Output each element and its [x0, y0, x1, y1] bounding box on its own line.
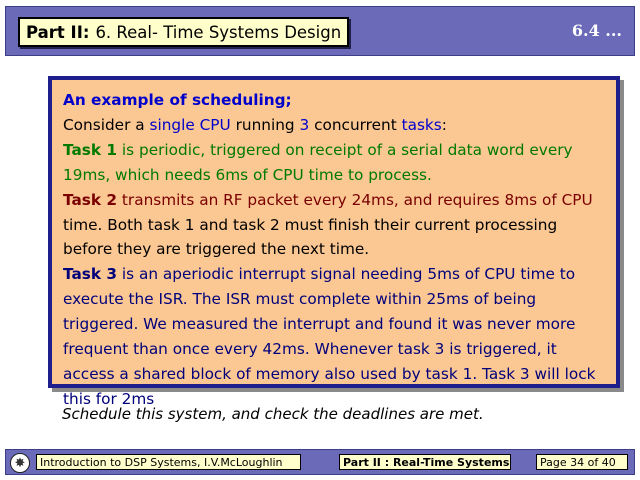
task1-label: Task 1 [63, 140, 118, 159]
intro-text: concurrent [309, 115, 402, 134]
footer-page-number: Page 34 of 40 [536, 454, 628, 470]
title-text: 6. Real- Time Systems Design [95, 22, 342, 42]
slide-footer [5, 449, 635, 475]
task2-paragraph [63, 188, 606, 263]
instruction-text: Schedule this system, and check the deadlines are met. [62, 405, 484, 423]
content-panel [48, 76, 620, 408]
intro-paragraph [63, 113, 606, 138]
university-logo-icon: ✸ [10, 453, 30, 473]
task2-text-continued: time. Both task 1 and task 2 must finish their current processing before they are triggered the next time. [63, 215, 558, 259]
task1-paragraph [63, 138, 606, 188]
task2-label: Task 2 [63, 190, 118, 209]
intro-text: running [230, 115, 300, 134]
task3-paragraph [63, 262, 606, 411]
task3-label: Task 3 [63, 265, 118, 284]
content-heading: An example of scheduling; [63, 91, 292, 109]
part-label: Part II: [26, 22, 90, 42]
slide-number: 6.4 ... [571, 21, 622, 40]
task3-text: is an aperiodic interrupt signal needing 5ms of CPU time to execute the ISR. The ISR must complete within 25ms of being triggered. We measured the interrupt and found it was never more frequent than once every 42ms. Whenever task 3 is triggered, it access a shared block of memory also used by task 1. Task 3 will lock this for 2ms [63, 265, 596, 408]
intro-highlight-count: 3 [299, 115, 310, 134]
slide-header [5, 6, 635, 56]
intro-highlight-cpu: single CPU [149, 115, 231, 134]
task2-text: transmits an RF packet every 24ms, and requires 8ms of CPU [117, 190, 593, 209]
task1-text: is periodic, triggered on receipt of a serial data word every 19ms, which needs 6ms of CPU time to process. [63, 140, 573, 184]
slide-title [18, 17, 349, 47]
intro-text: Consider a [63, 115, 150, 134]
intro-text: : [441, 115, 447, 134]
footer-section: Part II : Real-Time Systems [339, 454, 511, 470]
intro-highlight-tasks: tasks [401, 115, 442, 134]
footer-course: Introduction to DSP Systems, I.V.McLoughlin [36, 454, 301, 470]
